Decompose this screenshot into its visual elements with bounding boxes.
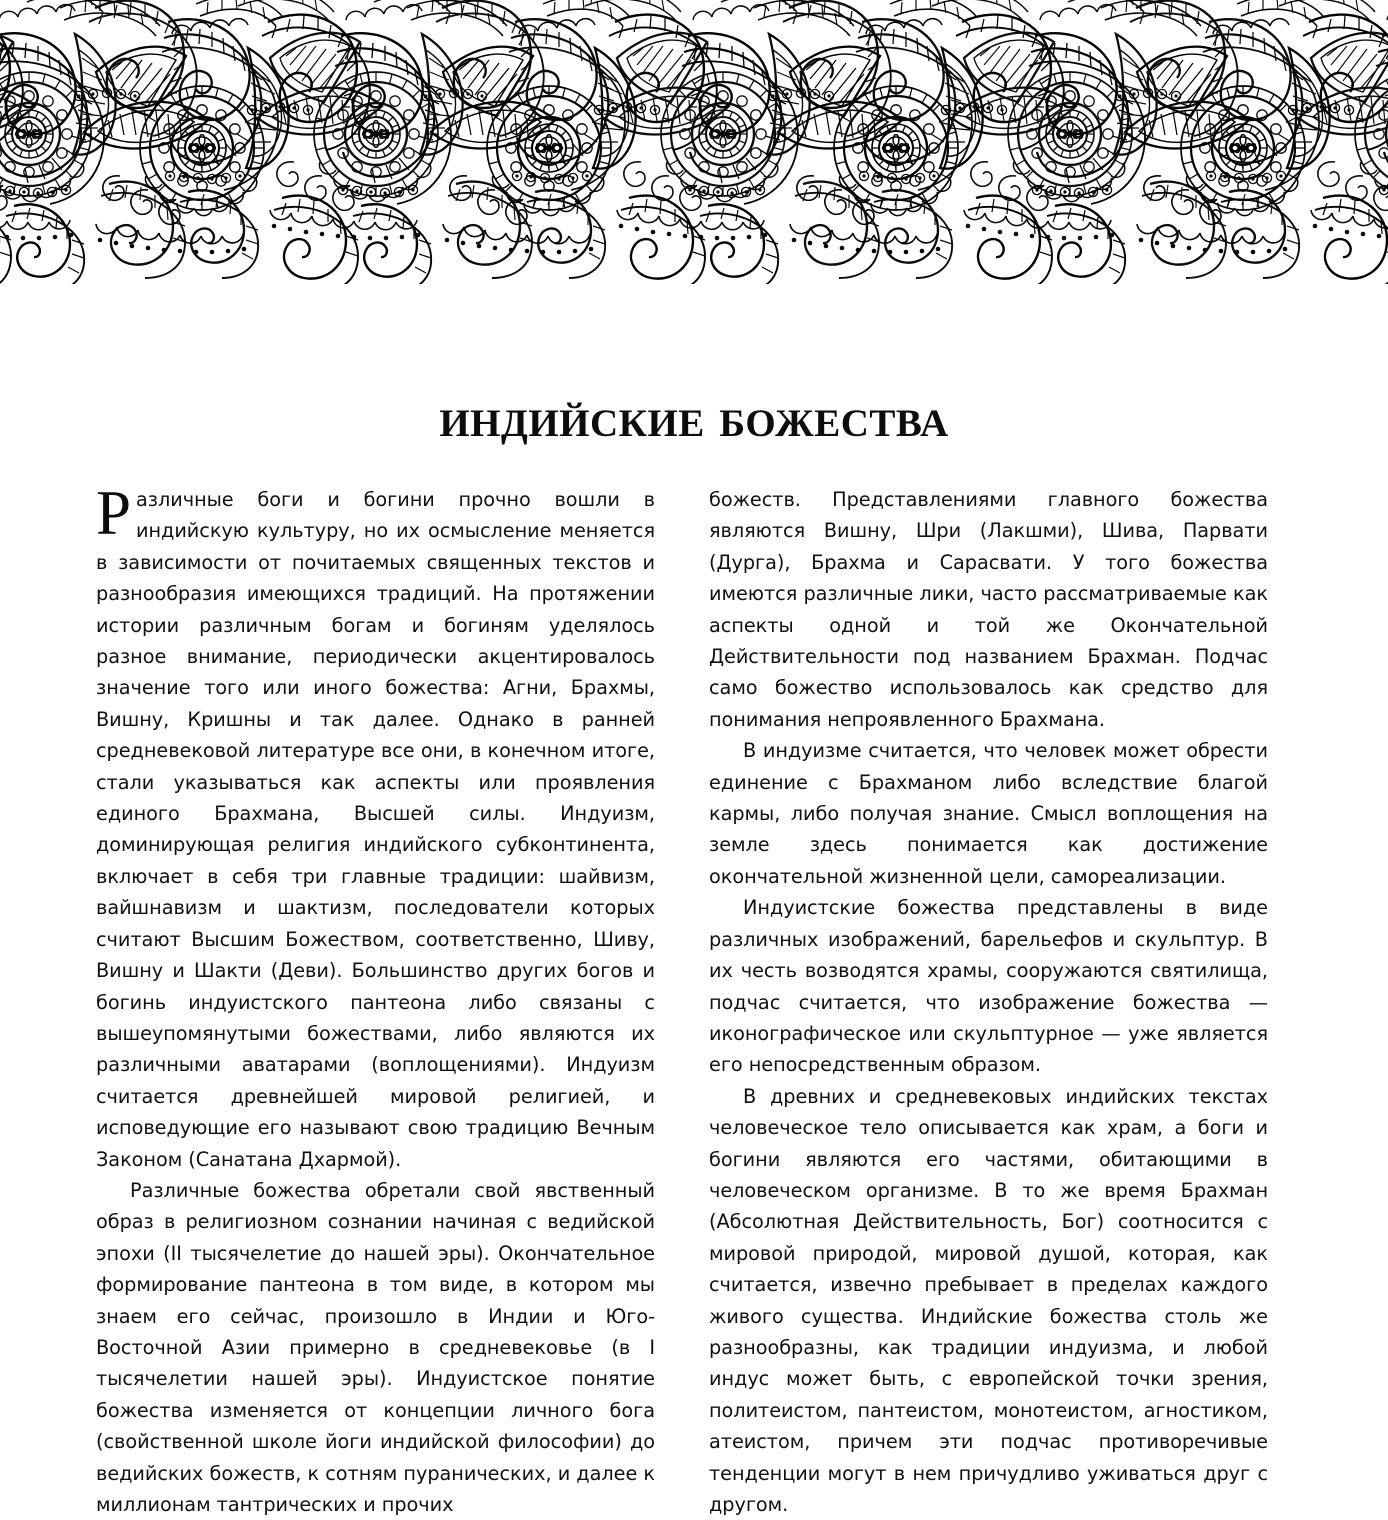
- article-body: [96, 478, 1268, 1520]
- paragraph: [96, 1175, 655, 1520]
- paragraph-text: Индуистские божества представлены в виде различных изображений, барельефов и скульптур. В их честь возводятся храмы, сооружаются святилища, подчас считается, что изображение божества — иконографическое или скульптурное — уже является его непосредственным образом.: [709, 896, 1268, 1077]
- paragraph: [709, 735, 1268, 892]
- paragraph: [709, 1081, 1268, 1520]
- paragraph: [96, 478, 655, 1175]
- paragraph-text: В древних и средневековых индийских текстах человеческое тело описывается как храм, а боги и богини являются его частями, обитающими в человеческом организме. В то же время Брахман (Абсолютная Действительность, Бог) соотносится с мировой природой, мировой душой, которая, как считается, извечно пребывает в пределах каждого живого существа. Индийские божества столь же разнообразны, как традиции индуизма, и любой индус может быть, с европейской точки зрения, политеистом, пантеистом, монотеистом, агностиком, атеистом, причем эти подчас противоречивые тенденции могут в нем причудливо уживаться друг с другом.: [709, 1084, 1268, 1516]
- page-title: индийские божества: [439, 386, 949, 449]
- paragraph: [709, 892, 1268, 1080]
- paragraph-text: В индуизме считается, что человек может обрести единение с Брахманом либо вследствие благой кармы, либо получая знание. Смысл воплощения на земле здесь понимается как достижение окончательной жизненной цели, самореализации.: [709, 739, 1268, 888]
- paragraph-text: божеств. Представлениями главного божества являются Вишну, Шри (Лакшми), Шива, Парвати (Дурга), Брахма и Сарасвати. У того божества имеются различные лики, часто рассматриваемые как аспекты одной и той же Окончательной Действительности под названием Брахман. Подчас само божество использовалось как средство для понимания непроявленного Брахмана.: [709, 488, 1268, 731]
- drop-cap: Р: [96, 478, 131, 548]
- paisley-mehndi-border-icon: [0, 0, 1388, 292]
- paragraph-text: азличные боги и богини прочно вошли в индийскую культуру, но их осмысление меняется в зависимости от почитаемых священных текстов и разнообразия имеющихся традиций. На протяжении истории различным богам и богиням уделялось разное внимание, периодически акцентировалось значение того или иного божества: Агни, Брахмы, Вишну, Кришны и так далее. Однако в ранней средневековой литературе все они, в конечном итоге, стали указываться как аспекты или проявления единого Брахмана, Высшей силы. Индуизм, доминирующая религия индийского субконтинента, включает в себя три главные традиции: шайвизм, вайшнавизм и шактизм, последователи которых считают Высшим Божеством, соответственно, Шиву, Вишну и Шакти (Деви). Большинство других богов и богинь индуистского пантеона либо связаны с вышеупомянутыми божествами, либо являются их различными аватарами (воплощениями). Индуизм считается древнейшей мировой религией, и исповедующие его называют свою традицию Вечным Законом (Санатана Дхармой).: [96, 488, 655, 1171]
- column-right: [709, 484, 1268, 1520]
- paragraph-text: Различные божества обретали свой явственный образ в религиозном сознании начиная с ведийской эпохи (II тысячелетие до нашей эры). Окончательное формирование пантеона в том виде, в котором мы знаем его сейчас, произошло в Индии и Юго-Восточной Азии примерно в средневековье (в I тысячелетии нашей эры). Индуистское понятие божества изменяется от концепции личного бога (свойственной школе йоги индийской философии) до ведийских божеств, к сотням пуранических, и далее к миллионам тантрических и прочих: [96, 1178, 655, 1516]
- page-title-container: [0, 352, 1388, 483]
- column-left: [96, 478, 655, 1520]
- paragraph: [709, 484, 1268, 735]
